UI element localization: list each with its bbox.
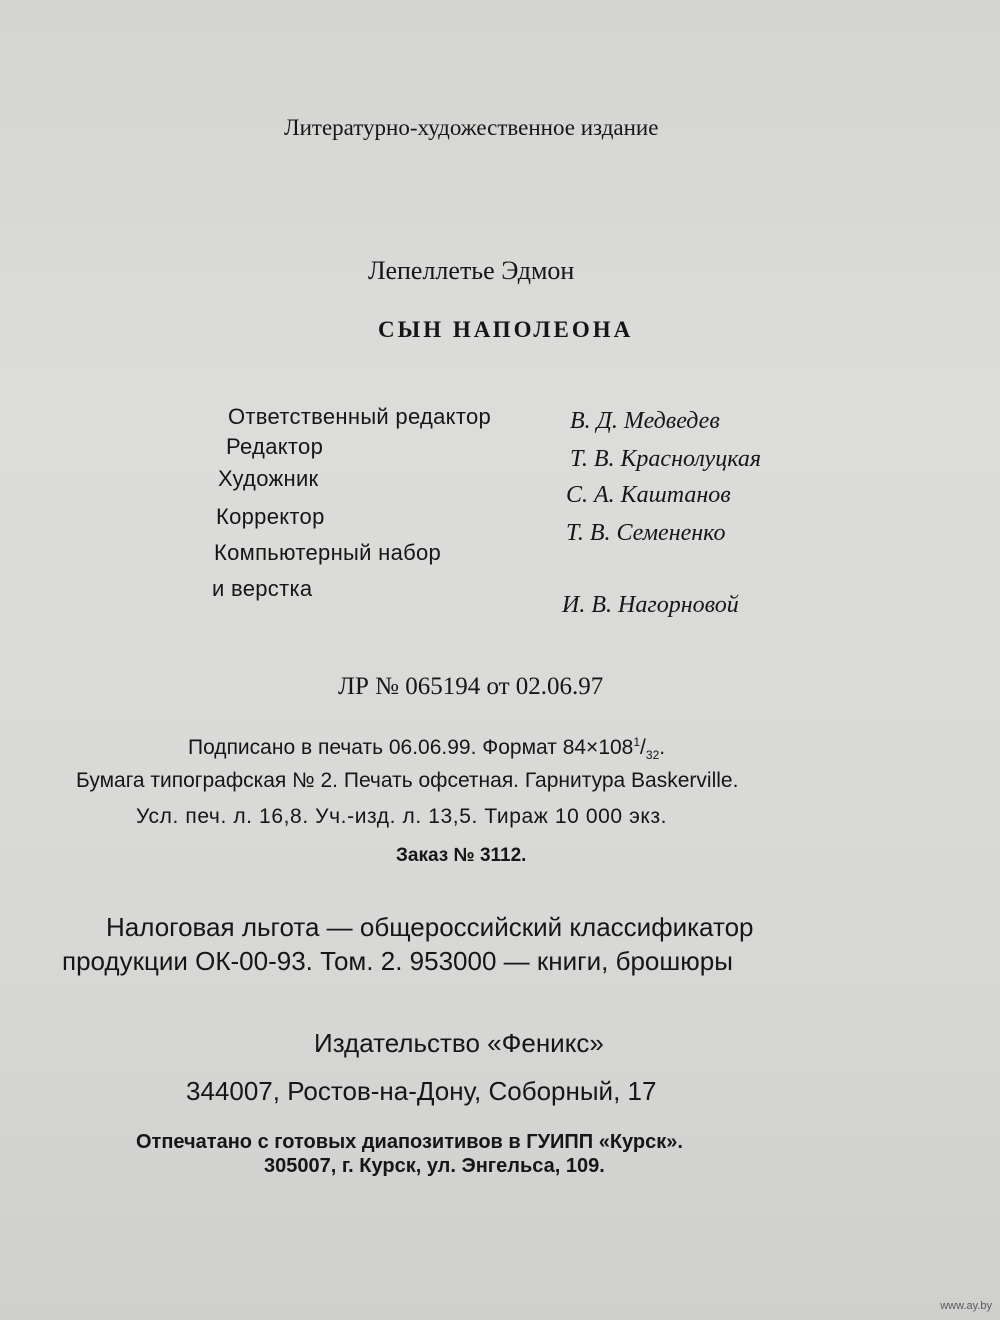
sheets-line: Усл. печ. л. 16,8. Уч.-изд. л. 13,5. Тираж 10 000 экз.: [136, 805, 668, 828]
credit-name: Т. В. Семененко: [566, 520, 726, 546]
credit-role: и верстка: [212, 576, 313, 601]
book-title: СЫН НАПОЛЕОНА: [378, 317, 634, 342]
credit-role: Редактор: [226, 434, 324, 459]
tax-line-2: продукции ОК-00-93. Том. 2. 953000 — книги, брошюры: [62, 946, 733, 976]
tax-line-1: Налоговая льгота — общероссийский классификатор: [106, 912, 754, 942]
order-number: Заказ № 3112.: [396, 845, 527, 866]
signed-format-line: Подписано в печать 06.06.99. Формат $84\times 108^1/_{32}$.: [188, 735, 666, 763]
credit-role: Компьютерный набор: [214, 540, 442, 565]
credit-name: Т. В. Краснолуцкая: [570, 446, 761, 472]
paper-line: Бумага типографская № 2. Печать офсетная. Гарнитура Baskerville.: [76, 769, 739, 792]
printer-line-1: Отпечатано с готовых диапозитивов в ГУИПП «Курск».: [136, 1131, 683, 1153]
credit-role: Ответственный редактор: [228, 404, 492, 429]
format-subscript: 32: [645, 748, 660, 763]
credit-name: В. Д. Медведев: [570, 408, 720, 434]
publisher-address: 344007, Ростов-на-Дону, Соборный, 17: [186, 1076, 657, 1106]
watermark: www.ay.by: [940, 1300, 992, 1312]
credit-role: Художник: [218, 466, 319, 491]
credit-name: С. А. Каштанов: [566, 482, 731, 508]
credits-block: [214, 404, 834, 634]
publisher-name: Издательство «Феникс»: [314, 1028, 604, 1058]
printer-address: 305007, г. Курск, ул. Энгельса, 109.: [264, 1155, 605, 1177]
credit-name: И. В. Нагорновой: [562, 592, 739, 618]
signed-format-text: Подписано в печать 06.06.99. Формат 84×108: [188, 736, 634, 759]
credit-role: Корректор: [216, 504, 325, 529]
license-number: ЛР № 065194 от 02.06.97: [338, 673, 604, 700]
format-superscript: 1: [633, 735, 641, 749]
book-author: Лепеллетье Эдмон: [368, 256, 575, 285]
edition-type: Литературно-художественное издание: [284, 115, 659, 140]
